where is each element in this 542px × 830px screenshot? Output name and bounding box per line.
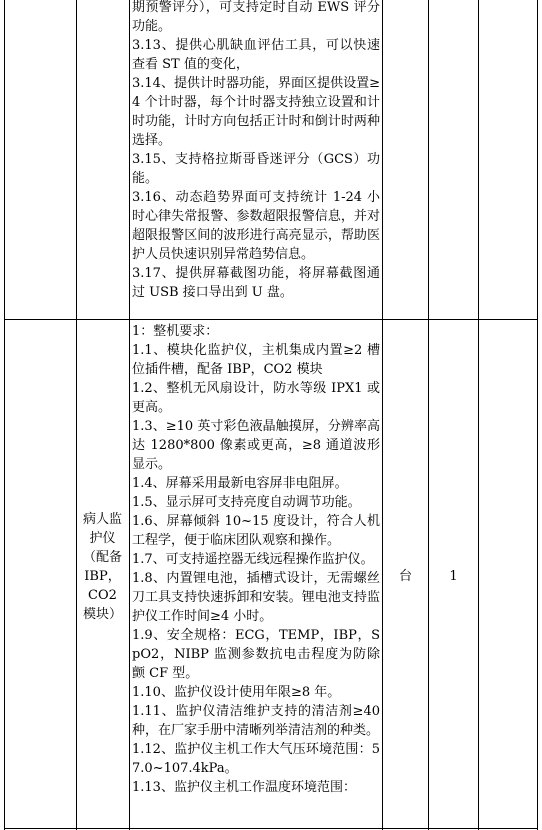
spec-item: 3.13、提供心肌缺血评估工具，可以快速查看 ST 值的变化，: [132, 38, 380, 72]
spec-item: 1.6、屏幕倾斜 10~15 度设计，符合人机工程学，便于临床团队观察和操作。: [132, 514, 380, 548]
table-row: [132, 0, 380, 302]
spec-item: 3.14、提供计时器功能，界面区提供设置≥4 个计时器，每个计时器支持独立设置和计时功能，计时方向包括正计时和倒计时两种选择。: [132, 76, 380, 148]
unit-cell: 台: [398, 569, 412, 584]
spec-item: 1：整机要求：: [132, 324, 219, 339]
table-border-right: [537, 0, 538, 830]
spec-item: 1.9、安全规格：ECG，TEMP，IBP，SpO2，NIBP 监测参数抗电击程度为防除颤 CF 型。: [132, 628, 380, 681]
column-divider: [428, 0, 429, 830]
spec-item: 1.8、内置锂电池，插槽式设计，无需螺丝刀工具支持快速拆卸和安装。锂电池支持监护仪工作时间≥4 小时。: [132, 571, 380, 624]
table-border-left: [4, 0, 5, 830]
quantity-cell: 1: [449, 569, 458, 584]
spec-item: 1.1、模块化监护仪，主机集成内置≥2 槽位插件槽，配备 IBP，CO2 模块: [132, 343, 380, 377]
row-divider: [4, 319, 538, 320]
column-divider: [478, 0, 479, 830]
column-divider: [129, 0, 130, 830]
spec-item: 1.7、可支持遥控器无线远程操作监护仪。: [132, 552, 374, 567]
spec-item: 1.10、监护仪设计使用年限≥8 年。: [132, 685, 341, 700]
spec-item: 3.15、支持格拉斯哥昏迷评分（GCS）功能。: [132, 152, 380, 186]
spec-item: 1.3、≥10 英寸彩色液晶触摸屏，分辨率高达 1280*800 像素或更高，≥8 通道波形显示。: [132, 419, 380, 472]
spec-item: 期预警评分），可支持定时自动 EWS 评分功能。: [132, 0, 380, 34]
spec-item: 1.4、屏幕采用最新电容屏非电阻屏。: [132, 476, 348, 491]
product-name-cell: 病人监护仪（配备 IBP，CO2 模块）: [82, 512, 122, 622]
column-divider: [76, 0, 77, 830]
spec-item: 1.12、监护仪主机工作大气压环境范围：57.0~107.4kPa。: [132, 742, 380, 776]
spec-item: 1.11、监护仪清洁维护支持的清洁剂≥40 种，在厂家手册中清晰列举清洁剂的种类。: [132, 704, 380, 738]
table-row: [132, 322, 380, 797]
spec-item: 1.5、显示屏可支持亮度自动调节功能。: [132, 495, 361, 510]
spec-item: 1.13、监护仪主机工作温度环境范围：: [132, 780, 356, 795]
column-divider: [382, 0, 383, 830]
spec-item: 3.16、动态趋势界面可支持统计 1-24 小时心律失常报警、参数超限报警信息，并对超限报警区间的波形进行高亮显示，帮助医护人员快速识别异常趋势信息。: [132, 190, 380, 262]
table-border-bottom: [4, 828, 538, 829]
spec-item: 3.17、提供屏幕截图功能，将屏幕截图通过 USB 接口导出到 U 盘。: [132, 266, 380, 300]
spec-item: 1.2、整机无风扇设计，防水等级 IPX1 或更高。: [132, 381, 380, 415]
